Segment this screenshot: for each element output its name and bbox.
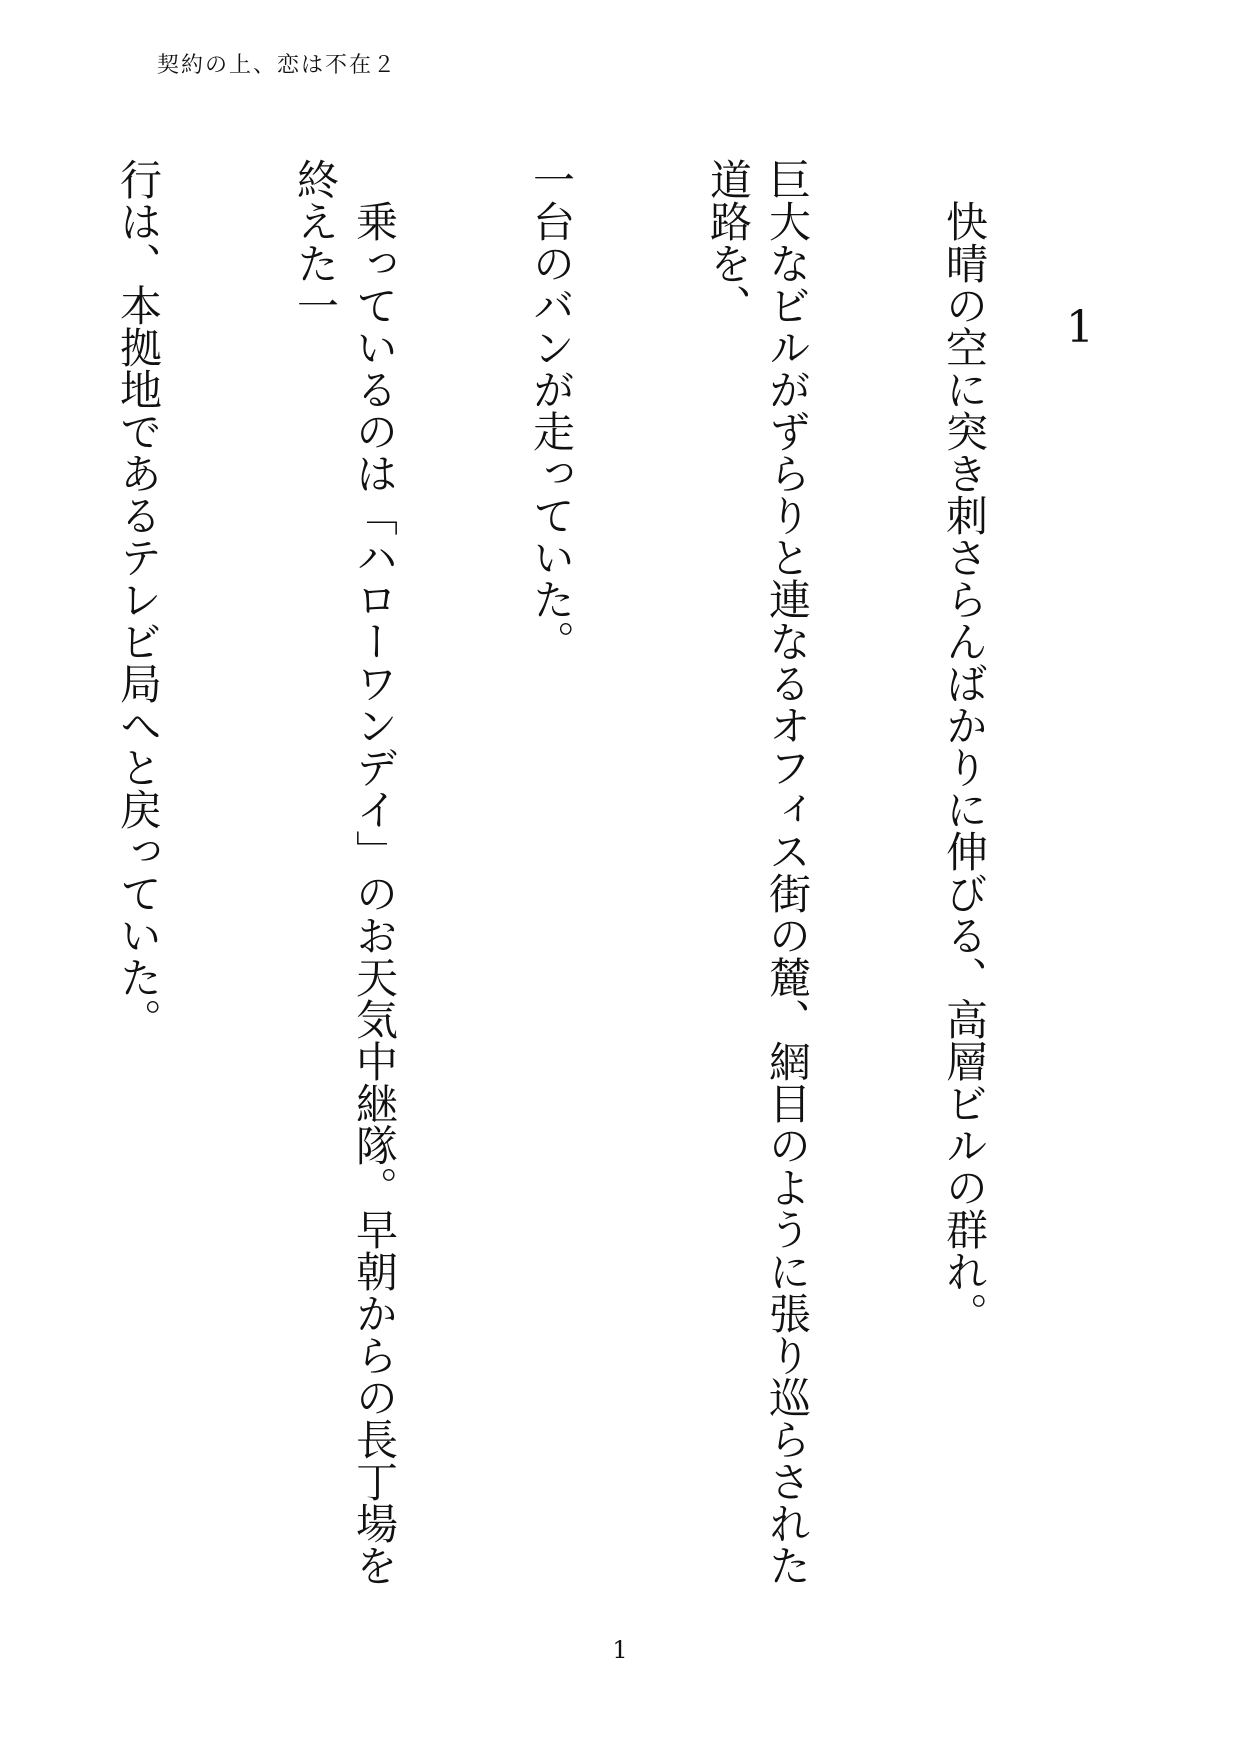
text-line: 快晴の空に突き刺さらんばかりに伸びる、高層ビルの群れ。	[940, 158, 989, 1334]
chapter-number: 1	[1066, 302, 1094, 353]
page-number: 1	[612, 1636, 628, 1664]
text-line: 乗っているのは「ハローワンデイ」のお天気中継隊。早朝からの長丁場を終えた一	[291, 158, 399, 1586]
running-header: 契約の上、恋は不在２	[157, 53, 398, 78]
text-line: 一台のバンが走っていた。	[527, 158, 576, 662]
text-line: 巨大なビルがずらりと連なるオフィス街の麓、網目のように張り巡らされた道路を、	[704, 158, 812, 1586]
body-text	[0, 158, 1112, 1620]
text-line: 行は、本拠地であるテレビ局へと戻っていた。	[114, 158, 163, 1040]
